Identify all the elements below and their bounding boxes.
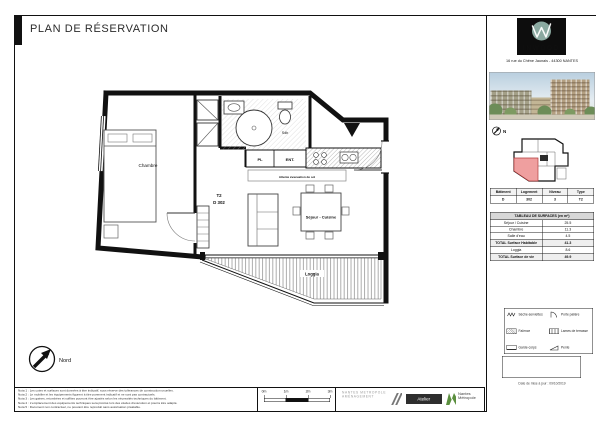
- page-title: PLAN DE RÉSERVATION: [30, 23, 169, 35]
- footer-divider: [257, 388, 258, 411]
- door-swing-icon: [549, 312, 559, 318]
- unit-id-table: [490, 188, 594, 204]
- unit-value: D: [490, 196, 516, 204]
- surface-value: 8.6: [542, 247, 594, 254]
- legend-label: Faïence: [518, 329, 531, 333]
- unit-value: 302: [516, 196, 542, 204]
- legend-item: [507, 328, 549, 334]
- kitchen-note: Attente évacuation de sol: [278, 175, 316, 179]
- chair: [306, 232, 314, 239]
- legend-item: [507, 345, 549, 351]
- north-arrow: [24, 340, 94, 380]
- entrance-label: ENT.: [285, 157, 295, 162]
- railing-icon: [507, 345, 517, 351]
- dining-table: [301, 193, 341, 231]
- wall-end: [378, 252, 384, 260]
- update-date: Date de mise à jour : 09/10/2019: [518, 382, 566, 386]
- loggia-deck: [203, 258, 381, 299]
- surface-label: Chambre: [490, 226, 542, 233]
- north-label: Nord: [59, 358, 72, 364]
- legend-label: Pente: [561, 345, 570, 350]
- metropole-icon: [446, 393, 456, 405]
- surface-label: Séjour / Cuisine: [490, 220, 542, 227]
- hob-burner: [314, 153, 319, 158]
- chair: [293, 207, 300, 215]
- hob-burner: [322, 153, 327, 158]
- unit-col-header: Type: [568, 188, 594, 196]
- note-line: Nota 3 : Les gaines, retombées et soffites pourront être ajustés selon les nécessités techniques du bâtiment.: [18, 397, 167, 401]
- table-row-total: [490, 239, 594, 247]
- surface-total-value: 49.9: [542, 253, 594, 261]
- pillow: [133, 134, 152, 142]
- bedroom-label: Chambre: [138, 163, 158, 168]
- logo-text: Métropole: [458, 395, 476, 400]
- scale-segment: [308, 398, 330, 402]
- surface-value: 25.5: [542, 220, 594, 227]
- scale-label: 3m: [327, 390, 333, 394]
- bathroom-sink: [224, 101, 244, 114]
- surface-value: 4.5: [542, 233, 594, 240]
- shower: [236, 110, 272, 146]
- scale-bar: [259, 389, 334, 411]
- wc-tank: [278, 102, 292, 109]
- nantes-metropole-logo: [446, 392, 488, 406]
- logo-text: Atelier: [417, 396, 431, 402]
- entrance-opening: [382, 141, 390, 173]
- closet-label: PL: [257, 157, 263, 162]
- bathroom-label: Sdb: [281, 131, 289, 135]
- surface-table-title: TABLEAU DE SURFACES (en m²): [490, 212, 594, 220]
- note-line: Nota 1 : Les cotes et surfaces sont données à titre indicatif, sous réserve des tolérances de construction usuelles.: [18, 389, 174, 393]
- surface-table: [490, 212, 594, 261]
- living-label: Séjour - Cuisine: [305, 214, 337, 220]
- legend: [504, 308, 593, 354]
- logo-wordmark: INWOOD: [522, 46, 561, 52]
- scale-label: 1m: [283, 390, 289, 394]
- unit-col-header: Bâtiment: [490, 188, 516, 196]
- surface-total-label: TOTAL Surface de vie: [490, 253, 542, 261]
- legend-item: [507, 312, 549, 318]
- surface-total-value: 41.3: [542, 239, 594, 247]
- slope-icon: [549, 345, 559, 351]
- legend-item: [549, 345, 591, 351]
- unit-code-label: D 302: [213, 200, 225, 205]
- legend-label: Garde-corps: [518, 345, 537, 350]
- footer-notes: [18, 389, 254, 411]
- scale-segment: [264, 398, 286, 402]
- logo-text: Nantes: [458, 392, 471, 396]
- unit-col-header: Niveau: [542, 188, 568, 196]
- sofa: [248, 194, 278, 246]
- info-panel: [486, 16, 596, 412]
- keyplan-core: [540, 155, 548, 161]
- wall-end: [200, 252, 205, 260]
- surface-value: 11.3: [542, 226, 594, 233]
- keyplan-unit: [557, 168, 566, 179]
- note-line: Nota 4 : L'emplacement des équipements techniques sera précisé lors des études d'exécution et pourra être adapté.: [18, 401, 178, 405]
- nightstand: [104, 225, 118, 238]
- surface-label: Salle d'eau: [490, 233, 542, 240]
- tile-hatch-icon: [507, 328, 517, 334]
- atelier-logo: [406, 394, 442, 404]
- chair: [342, 207, 349, 215]
- kitchen-sink: [340, 152, 358, 163]
- nantes-metropole-amenagement-logo: [342, 391, 402, 409]
- note-line: Nota 2 : Le mobilier et les équipements figurent à titre purement indicatif et ne sont pas contractuels.: [18, 393, 156, 397]
- radiator-icon: [507, 312, 517, 318]
- legend-item: [549, 328, 591, 334]
- unit-value: T2: [568, 196, 594, 204]
- scale-label: 0m: [261, 390, 267, 394]
- keyplan-highlighted-unit: [514, 158, 538, 181]
- ground: [490, 115, 596, 120]
- chair: [306, 185, 314, 192]
- surface-total-label: TOTAL Surface Habitable: [490, 239, 542, 247]
- building-photo: [489, 72, 595, 120]
- chair: [325, 232, 333, 239]
- scale-segment: [286, 398, 308, 402]
- logo-text: NANTES MÉTROPOLE: [342, 391, 387, 395]
- unit-type-label: T2: [216, 193, 222, 198]
- legend-label: Lames de terrasse: [561, 329, 588, 333]
- chair: [325, 185, 333, 192]
- pillow: [108, 134, 127, 142]
- scale-label: 2m: [305, 390, 311, 394]
- hob-burner: [322, 160, 327, 165]
- note-line: Nota 5 : Document non contractuel, ne pouvant être reproduit sans autorisation préalable.: [18, 405, 141, 409]
- entry-band: [246, 150, 306, 167]
- footer: [14, 387, 485, 412]
- legend-label: Sèche-serviettes: [518, 312, 543, 317]
- floor-plan: [78, 86, 398, 318]
- title-accent-bar: [14, 15, 22, 45]
- wc-bowl: [280, 110, 291, 124]
- unit-value: 3: [542, 196, 568, 204]
- partner-logos: [336, 388, 484, 411]
- deck-boards-icon: [549, 328, 559, 334]
- inwood-logo: [517, 18, 566, 55]
- hob-burner: [314, 160, 319, 165]
- unit-col-header: Logement: [516, 188, 542, 196]
- logo-text: AMÉNAGEMENT: [342, 395, 375, 399]
- bed: [104, 130, 156, 222]
- keyplan-north-label: N: [503, 129, 507, 134]
- scale-tick: [330, 395, 331, 398]
- loggia-label: Loggia: [305, 271, 319, 277]
- table-row-total: [490, 253, 594, 261]
- visa-box: [502, 356, 581, 378]
- surface-label: Loggia: [490, 247, 542, 254]
- legend-label: Porte palière: [561, 312, 580, 317]
- legend-item: [549, 312, 591, 318]
- brand-address: 16 rue du Chêne Jaunais - 44300 NANTES: [506, 58, 578, 63]
- key-plan: [507, 136, 577, 184]
